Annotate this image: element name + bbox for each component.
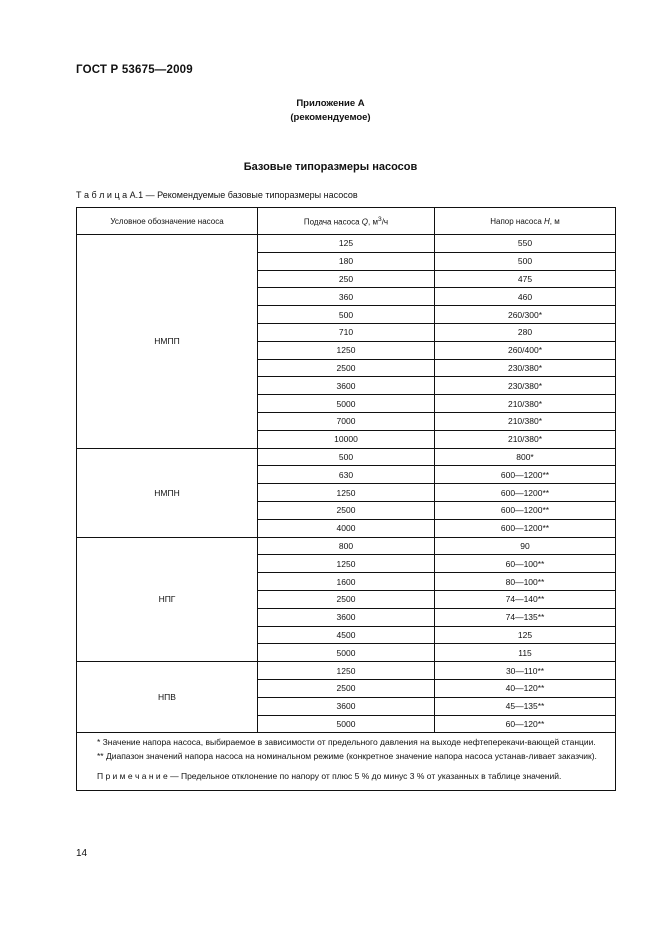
head-cell: 45—135**: [435, 697, 616, 715]
flow-cell: 4000: [258, 519, 435, 537]
flow-cell: 1250: [258, 341, 435, 359]
table-notes: [77, 733, 616, 791]
head-cell: 260/300*: [435, 306, 616, 324]
header-head: [435, 208, 616, 235]
flow-cell: 125: [258, 235, 435, 253]
table-header-row: [77, 208, 616, 235]
header-flow-unit: , м: [368, 217, 378, 227]
flow-cell: 360: [258, 288, 435, 306]
head-cell: 80—100**: [435, 573, 616, 591]
table-row: [77, 537, 616, 555]
section-title: Базовые типоразмеры насосов: [243, 161, 418, 173]
head-cell: 475: [435, 270, 616, 288]
flow-cell: 3600: [258, 377, 435, 395]
head-cell: 60—120**: [435, 715, 616, 733]
pump-designation-cell: НМПП: [77, 235, 258, 449]
header-flow-suffix: /ч: [381, 217, 389, 227]
appendix-subtitle: (рекомендуемое): [290, 112, 371, 123]
head-cell: 460: [435, 288, 616, 306]
head-cell: 500: [435, 252, 616, 270]
remark-text: — Предельное отклонение по напору от плюс 5 % до минус 3 % от указанных в таблице значений.: [167, 771, 562, 782]
flow-cell: 2500: [258, 501, 435, 519]
flow-cell: 1600: [258, 573, 435, 591]
flow-cell: 5000: [258, 395, 435, 413]
head-cell: 74—140**: [435, 590, 616, 608]
appendix-title: Приложение А: [296, 98, 365, 109]
header-head-prefix: Напор насоса: [490, 216, 545, 226]
flow-cell: 1250: [258, 555, 435, 573]
flow-cell: 5000: [258, 644, 435, 662]
remark-label: П р и м е ч а н и е: [97, 771, 168, 782]
pump-designation-cell: НПГ: [77, 537, 258, 662]
pump-designation-cell: НМПН: [77, 448, 258, 537]
head-cell: 600—1200**: [435, 501, 616, 519]
pump-sizes-table: [76, 207, 616, 791]
footnote-1: * Значение напора насоса, выбираемое в зависимости от предельного давления на выходе нефтеперекачи-вающей станции.: [97, 737, 596, 748]
head-cell: 260/400*: [435, 341, 616, 359]
table-caption: [76, 190, 358, 200]
head-cell: 30—110**: [435, 662, 616, 680]
flow-cell: 4500: [258, 626, 435, 644]
flow-cell: 3600: [258, 697, 435, 715]
flow-cell: 7000: [258, 412, 435, 430]
table-row: [77, 235, 616, 253]
flow-cell: 3600: [258, 608, 435, 626]
head-cell: 125: [435, 626, 616, 644]
head-cell: 280: [435, 323, 616, 341]
header-flow-prefix: Подача насоса: [303, 217, 362, 227]
footnote-2: ** Диапазон значений напора насоса на номинальном режиме (конкретное значение напора насоса устанав-ливает заказчик).: [97, 750, 597, 761]
table-body: [77, 235, 616, 733]
flow-cell: 2500: [258, 590, 435, 608]
head-cell: 210/380*: [435, 412, 616, 430]
table-row: [77, 448, 616, 466]
header-head-suffix: , м: [549, 216, 560, 226]
head-cell: 90: [435, 537, 616, 555]
flow-cell: 500: [258, 306, 435, 324]
flow-cell: 5000: [258, 715, 435, 733]
table-caption-text: А.1 — Рекомендуемые базовые типоразмеры насосов: [129, 190, 358, 200]
head-cell: 115: [435, 644, 616, 662]
flow-cell: 500: [258, 448, 435, 466]
header-designation: Условное обозначение насоса: [77, 208, 258, 235]
head-cell: 230/380*: [435, 359, 616, 377]
header-flow: [258, 208, 435, 235]
flow-cell: 800: [258, 537, 435, 555]
head-cell: 230/380*: [435, 377, 616, 395]
head-cell: 40—120**: [435, 679, 616, 697]
flow-cell: 1250: [258, 662, 435, 680]
flow-cell: 10000: [258, 430, 435, 448]
flow-cell: 710: [258, 323, 435, 341]
head-cell: 600—1200**: [435, 484, 616, 502]
head-cell: 60—100**: [435, 555, 616, 573]
head-cell: 210/380*: [435, 430, 616, 448]
head-cell: 800*: [435, 448, 616, 466]
document-code: ГОСТ Р 53675—2009: [76, 64, 193, 76]
flow-cell: 180: [258, 252, 435, 270]
page-number: 14: [76, 848, 88, 859]
head-cell: 550: [435, 235, 616, 253]
flow-cell: 250: [258, 270, 435, 288]
flow-cell: 1250: [258, 484, 435, 502]
header-head-var: H: [544, 216, 550, 226]
flow-cell: 2500: [258, 359, 435, 377]
header-flow-var: Q: [361, 217, 369, 227]
pump-designation-cell: НПВ: [77, 662, 258, 733]
table-notes-row: [77, 733, 616, 791]
flow-cell: 630: [258, 466, 435, 484]
table-row: [77, 662, 616, 680]
head-cell: 74—135**: [435, 608, 616, 626]
flow-cell: 2500: [258, 679, 435, 697]
head-cell: 600—1200**: [435, 466, 616, 484]
head-cell: 210/380*: [435, 395, 616, 413]
table-caption-prefix: Т а б л и ц а: [76, 190, 128, 200]
header-flow-sup: 3: [377, 215, 382, 223]
appendix-heading: [0, 97, 661, 125]
head-cell: 600—1200**: [435, 519, 616, 537]
table-remark: [83, 770, 609, 784]
